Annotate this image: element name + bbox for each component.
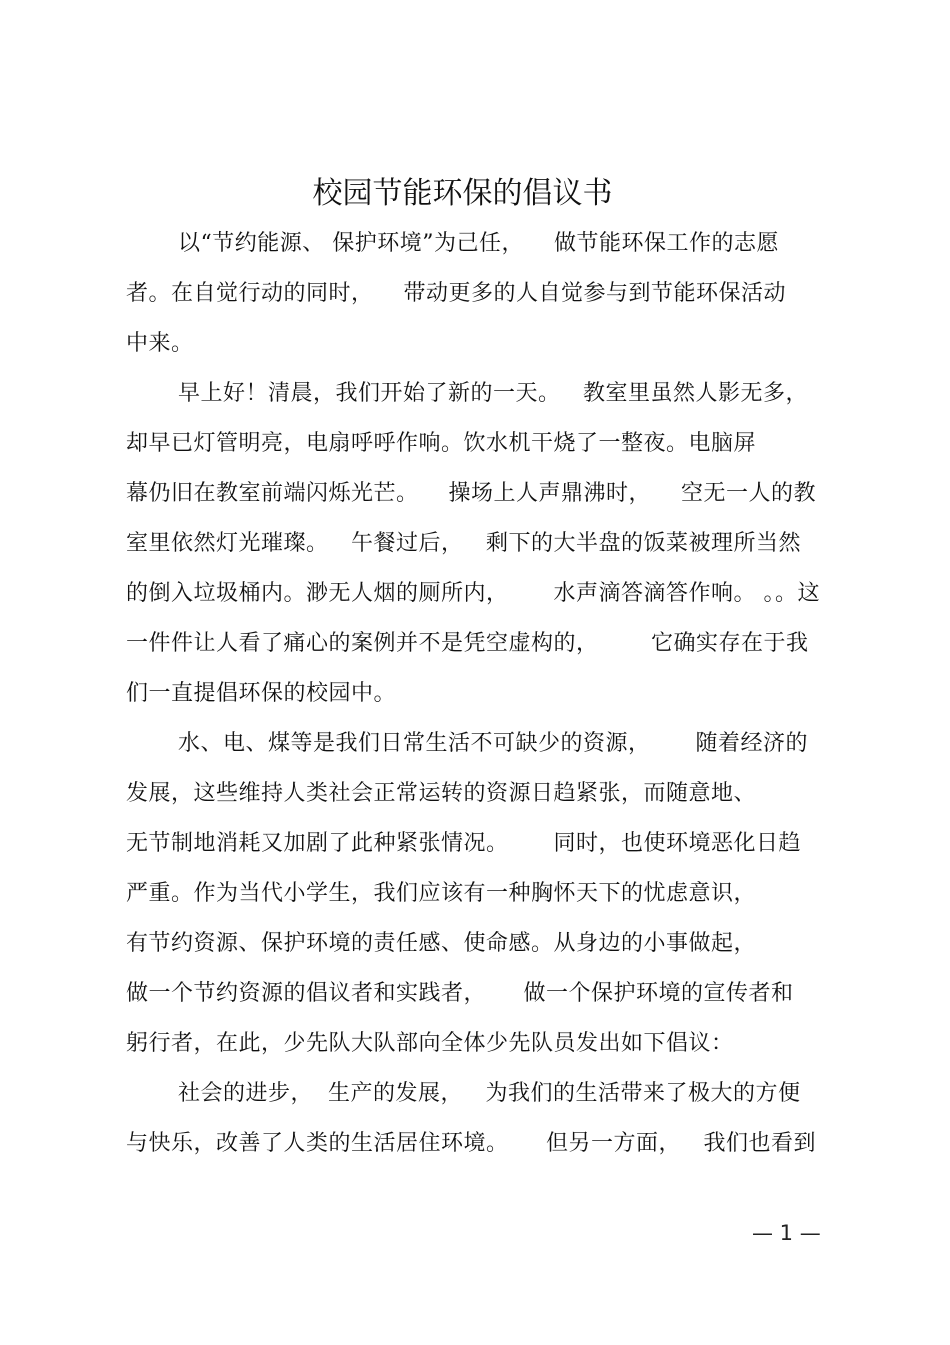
paragraph-3-line-1: 水、电、煤等是我们日常生活不可缺少的资源， 随着经济的 bbox=[178, 731, 808, 756]
paragraph-1-line-1: 以“节约能源、 保护环境”为己任， 做节能环保工作的志愿 bbox=[178, 231, 779, 256]
page-number: — 1 — bbox=[752, 1221, 821, 1245]
paragraph-3-line-6: 做一个节约资源的倡议者和实践者， 做一个保护环境的宣传者和 bbox=[126, 981, 794, 1006]
paragraph-3-line-7: 躬行者，在此，少先队大队部向全体少先队员发出如下倡议： bbox=[126, 1031, 734, 1056]
paragraph-1-line-2: 者。在自觉行动的同时， 带动更多的人自觉参与到节能环保活动 bbox=[126, 281, 786, 306]
paragraph-3-line-3: 无节制地消耗又加剧了此种紧张情况。 同时，也使环境恶化日趋 bbox=[126, 831, 801, 856]
paragraph-4-line-2: 与快乐，改善了人类的生活居住环境。 但另一方面， 我们也看到 bbox=[126, 1131, 816, 1156]
paragraph-2-line-4: 室里依然灯光璀璨。 午餐过后， 剩下的大半盘的饭菜被理所当然 bbox=[126, 531, 801, 556]
paragraph-2-line-5: 的倒入垃圾桶内。渺无人烟的厕所内， 水声滴答滴答作响。 。。这 bbox=[126, 581, 820, 606]
paragraph-3-line-4: 严重。作为当代小学生，我们应该有一种胸怀天下的忧虑意识， bbox=[126, 881, 757, 906]
document-title: 校园节能环保的倡议书 bbox=[312, 176, 613, 211]
paragraph-2-line-7: 们一直提倡环保的校园中。 bbox=[126, 681, 397, 706]
paragraph-4-line-1: 社会的进步， 生产的发展， 为我们的生活带来了极大的方便 bbox=[178, 1081, 801, 1106]
paragraph-2-line-6: 一件件让人看了痛心的案例并不是凭空虚构的， 它确实存在于我 bbox=[126, 631, 809, 656]
paragraph-3-line-5: 有节约资源、保护环境的责任感、使命感。从身边的小事做起， bbox=[126, 931, 757, 956]
paragraph-1-line-3: 中来。 bbox=[126, 331, 194, 356]
paragraph-2-line-2: 却早已灯管明亮，电扇呼呼作响。饮水机干烧了一整夜。电脑屏 bbox=[126, 431, 757, 456]
paragraph-2-line-1: 早上好！清晨，我们开始了新的一天。 教室里虽然人影无多， bbox=[178, 381, 808, 406]
paragraph-2-line-3: 幕仍旧在教室前端闪烁光芒。 操场上人声鼎沸时， 空无一人的教 bbox=[126, 481, 816, 506]
paragraph-3-line-2: 发展，这些维持人类社会正常运转的资源日趋紧张，而随意地、 bbox=[126, 781, 757, 806]
